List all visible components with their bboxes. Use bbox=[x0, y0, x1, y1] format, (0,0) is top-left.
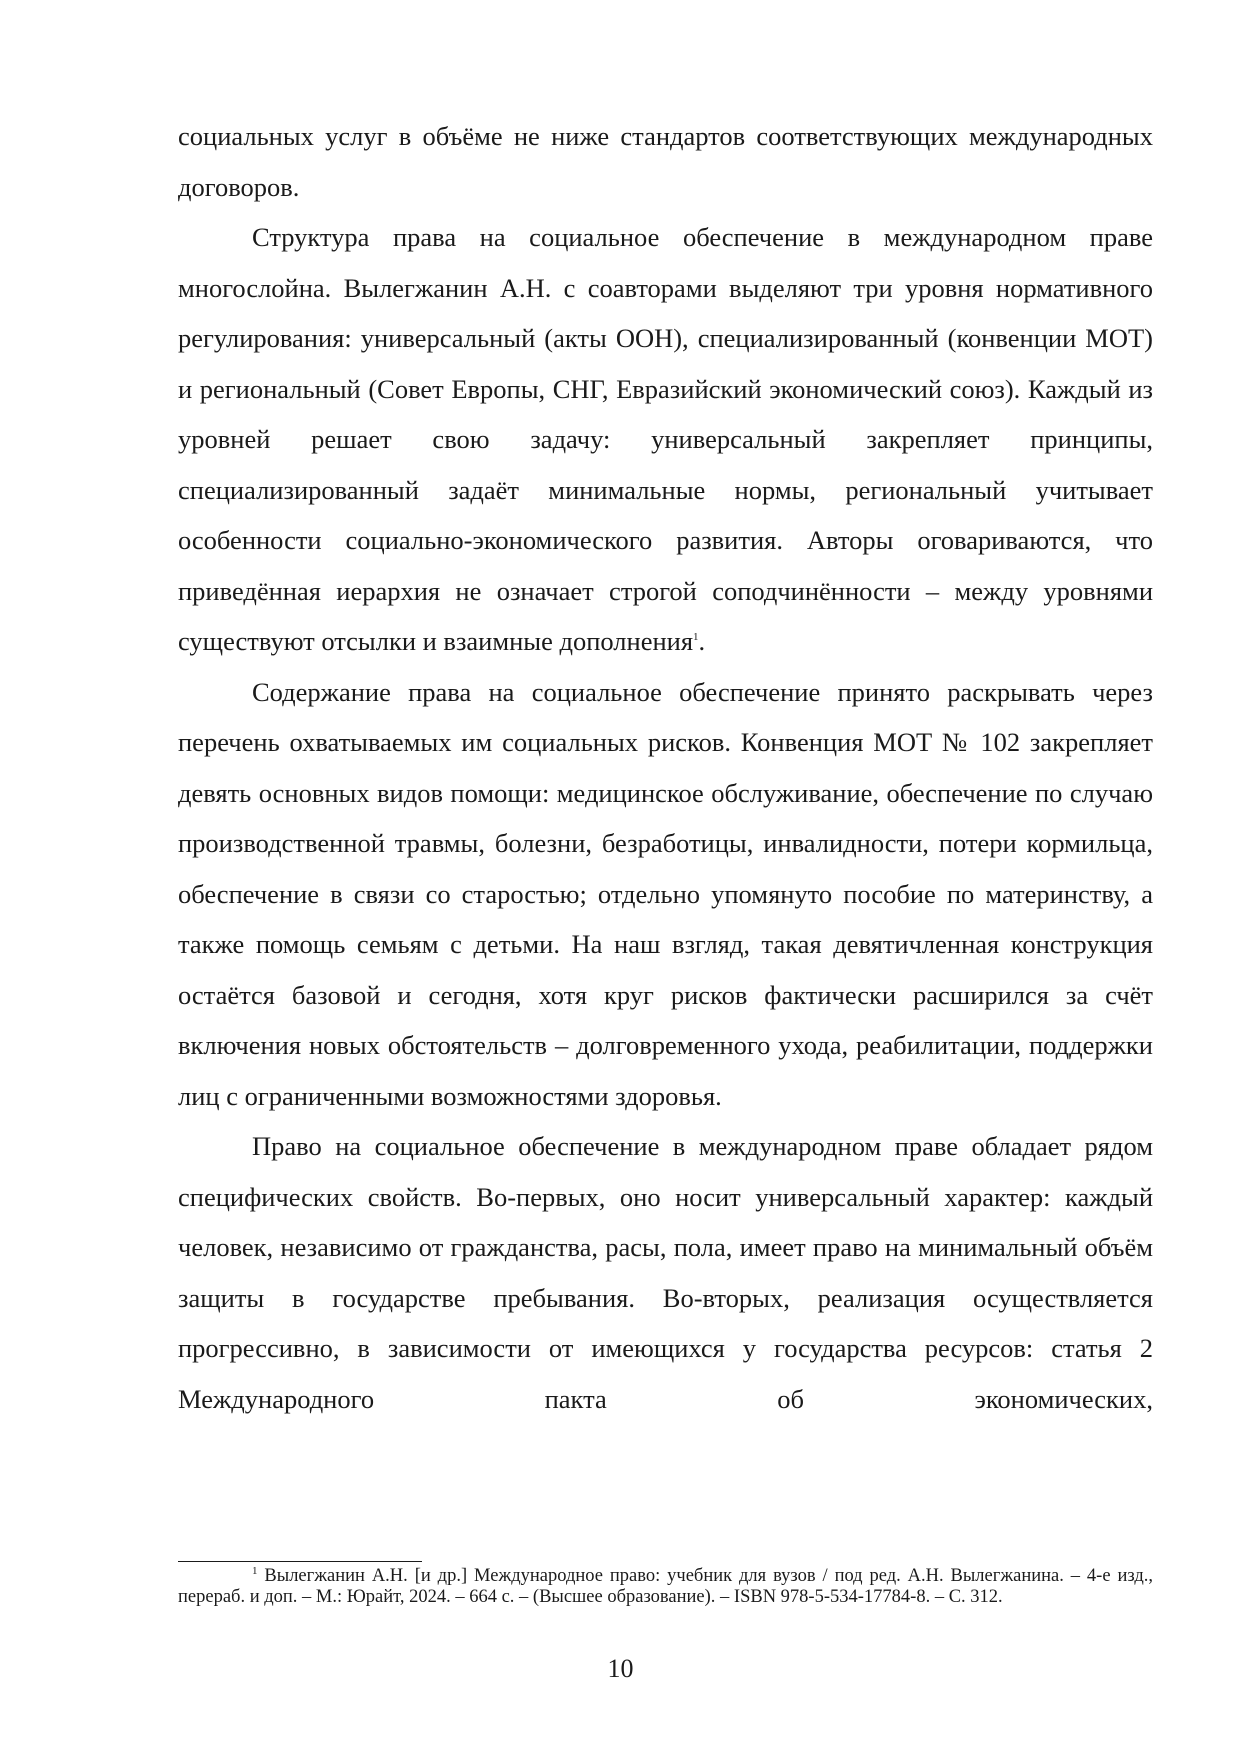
footnote-separator bbox=[178, 1561, 422, 1562]
paragraph-2-text: Структура права на социальное обеспечение в международном праве многослойна. Вылегжанин А.Н. с соавторами выделяют три уровня нормативного регулирования: универсальный (акты ООН), специализированный (конвенции МОТ) и региональный (Совет Европы, СНГ, Евразийский экономический союз). Каждый из уровней решает свою задачу: универсальный закрепляет принципы, специализированный задаёт минимальные нормы, региональный учитывает особенности социально-экономического развития. Авторы оговариваются, что приведённая иерархия не означает строгой соподчинённости – между уровнями существуют отсылки и взаимные дополнения bbox=[178, 222, 1153, 656]
footnote bbox=[178, 1566, 1153, 1608]
paragraph-4-text: Право на социальное обеспечение в международном праве обладает рядом специфических свойств. Во-первых, оно носит универсальный характер: каждый человек, независимо от гражданства, расы, пола, имеет право на минимальный объём защиты в государстве пребывания. Во-вторых, реализация осуществляется прогрессивно, в зависимости от имеющихся у государства ресурсов: статья 2 Международного пакта об экономических, bbox=[178, 1131, 1153, 1414]
page-number: 10 bbox=[607, 1654, 634, 1683]
footnote-reference: 1 bbox=[693, 631, 699, 644]
footnote-number: 1 bbox=[252, 1564, 258, 1577]
paragraph-3 bbox=[178, 667, 1153, 1122]
paragraph-3-text: Содержание права на социальное обеспечение принято раскрывать через перечень охватываемых им социальных рисков. Конвенция МОТ № 102 закрепляет девять основных видов помощи: медицинское обслуживание, обеспечение по случаю производственной травмы, болезни, безработицы, инвалидности, потери кормильца, обеспечение в связи со старостью; отдельно упомянуто пособие по материнству, а также помощь семьям с детьми. На наш взгляд, такая девятичленная конструкция остаётся базовой и сегодня, хотя круг рисков фактически расширился за счёт включения новых обстоятельств – долговременного ухода, реабилитации, поддержки лиц с ограниченными возможностями здоровья. bbox=[178, 676, 1153, 1111]
footnote-text: Вылегжанин А.Н. [и др.] Международное право: учебник для вузов / под ред. А.Н. Вылегжанина. – 4-е изд., перераб. и доп. – М.: Юрайт, 2024. – 664 с. – (Высшее образование). – ISBN 978-5-534-17784-8. – С. 312. bbox=[178, 1566, 1154, 1607]
paragraph-2-tail: . bbox=[698, 626, 706, 656]
paragraph-1 bbox=[178, 111, 1153, 212]
paragraph-1-text: социальных услуг в объёме не ниже стандартов соответствующих международных договоров. bbox=[178, 121, 1153, 202]
paragraph-4 bbox=[178, 1121, 1153, 1424]
body-text bbox=[178, 111, 1153, 1424]
paragraph-2 bbox=[178, 212, 1153, 667]
